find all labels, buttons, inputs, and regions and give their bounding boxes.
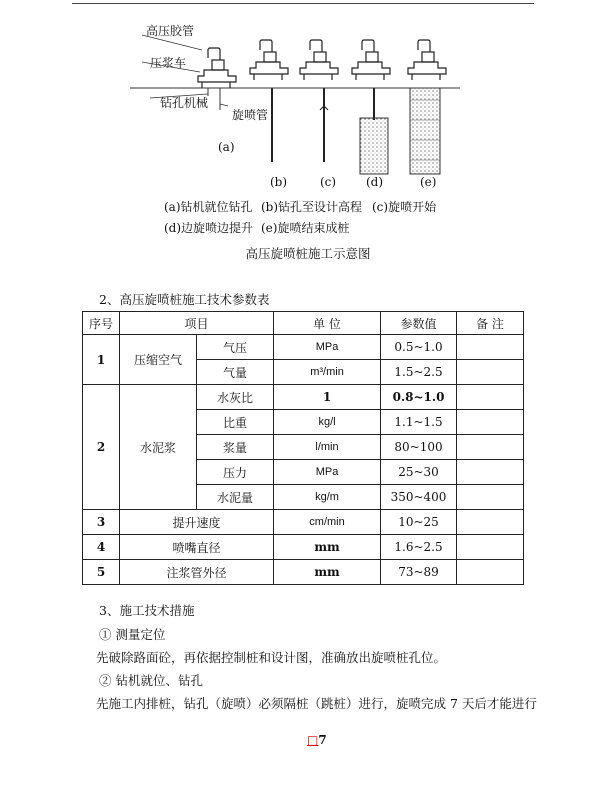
row-item: 水泥浆 [120, 385, 197, 510]
top-rule [72, 3, 534, 4]
page-number [307, 733, 327, 747]
row-remark [457, 385, 524, 410]
table-row [83, 510, 524, 535]
table-row [83, 335, 524, 360]
step2-text: 先施工内排桩，钻孔（旋喷）必须隔桩（跳桩）进行，旋喷完成 7 天后才能进行 [96, 696, 537, 711]
row-unit: MPa [274, 460, 381, 485]
row-sub-item: 气压 [197, 335, 274, 360]
sub-label-b: (b) [270, 175, 288, 189]
row-no: 3 [83, 510, 120, 535]
header-unit: 单 位 [274, 312, 381, 335]
step2-title: ② 钻机就位、钻孔 [99, 673, 203, 688]
row-remark [457, 360, 524, 385]
row-value: 10~25 [381, 510, 457, 535]
sub-label-c: (c) [320, 175, 337, 189]
step1-title: ① 测量定位 [99, 627, 166, 642]
row-sub-item: 水泥量 [197, 485, 274, 510]
row-no: 1 [83, 335, 120, 385]
table-row [83, 535, 524, 560]
row-remark [457, 560, 524, 585]
section3-title: 3、施工技术措施 [99, 603, 195, 618]
row-remark [457, 510, 524, 535]
row-sub-item: 浆量 [197, 435, 274, 460]
row-value: 1.6~2.5 [381, 535, 457, 560]
parameter-table [82, 311, 524, 585]
header-value: 参数值 [381, 312, 457, 335]
row-unit: 1 [274, 385, 381, 410]
row-remark [457, 410, 524, 435]
table-row [83, 560, 524, 585]
row-item: 提升速度 [120, 510, 274, 535]
row-sub-item: 比重 [197, 410, 274, 435]
label-jet-pipe: 旋喷管 [232, 108, 269, 122]
row-sub-item: 压力 [197, 460, 274, 485]
header-remark: 备 注 [457, 312, 524, 335]
section2-title: 2、高压旋喷桩施工技术参数表 [99, 292, 270, 307]
row-no: 4 [83, 535, 120, 560]
header-item: 项目 [120, 312, 274, 335]
row-value: 1.1~1.5 [381, 410, 457, 435]
row-no: 5 [83, 560, 120, 585]
sub-label-a: (a) [218, 140, 235, 154]
caption-e: (e)旋喷结束成桩 [261, 221, 350, 235]
row-remark [457, 435, 524, 460]
caption-d: (d)边旋喷边提升 [164, 221, 254, 235]
row-unit: mm [274, 560, 381, 585]
row-unit: mm [274, 535, 381, 560]
row-sub-item: 气量 [197, 360, 274, 385]
row-unit: MPa [274, 335, 381, 360]
row-value: 73~89 [381, 560, 457, 585]
row-sub-item: 水灰比 [197, 385, 274, 410]
row-remark [457, 535, 524, 560]
label-grout-cart: 压浆车 [150, 56, 187, 70]
label-drill: 钻孔机械 [160, 96, 209, 110]
sub-label-d: (d) [366, 175, 384, 189]
row-remark [457, 460, 524, 485]
row-value: 80~100 [381, 435, 457, 460]
sub-label-e: (e) [420, 175, 437, 189]
table-header-row [83, 312, 524, 335]
row-unit: kg/m [274, 485, 381, 510]
step1-text: 先破除路面砼，再依据控制桩和设计图，准确放出旋喷桩孔位。 [96, 650, 447, 665]
row-remark [457, 485, 524, 510]
row-unit: m³/min [274, 360, 381, 385]
row-value: 1.5~2.5 [381, 360, 457, 385]
caption-c: (c)旋喷开始 [372, 200, 437, 214]
row-value: 0.8~1.0 [381, 385, 457, 410]
page-number-prefix: □ [307, 733, 319, 747]
row-remark [457, 335, 524, 360]
row-item: 压缩空气 [120, 335, 197, 385]
row-item: 注浆管外径 [120, 560, 274, 585]
row-no: 2 [83, 385, 120, 510]
caption-a: (a)钻机就位钻孔 [164, 200, 253, 214]
table-row [83, 385, 524, 410]
page-number-value: 7 [318, 733, 327, 747]
row-unit: cm/min [274, 510, 381, 535]
caption-b: (b)钻孔至设计高程 [261, 200, 363, 214]
header-no: 序号 [83, 312, 120, 335]
label-hose: 高压胶管 [146, 24, 195, 38]
figure-title: 高压旋喷桩施工示意图 [245, 246, 371, 261]
row-value: 350~400 [381, 485, 457, 510]
row-value: 0.5~1.0 [381, 335, 457, 360]
row-item: 喷嘴直径 [120, 535, 274, 560]
row-value: 25~30 [381, 460, 457, 485]
row-unit: l/min [274, 435, 381, 460]
row-unit: kg/l [274, 410, 381, 435]
construction-diagram [120, 10, 470, 192]
